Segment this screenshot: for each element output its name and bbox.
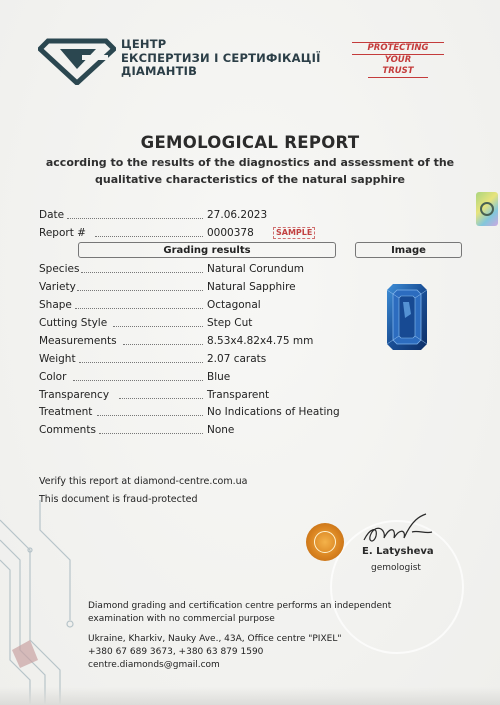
bottom-edge xyxy=(0,687,500,705)
signatory-name: E. Latysheva xyxy=(362,546,434,557)
date-value: 27.06.2023 xyxy=(207,209,268,221)
diamond-logo-icon xyxy=(38,35,116,85)
field-value-transparency: Transparent xyxy=(207,389,270,401)
fraud-protected-text: This document is fraud-protected xyxy=(39,494,198,505)
field-row-comments xyxy=(39,424,204,438)
field-row-variety xyxy=(39,281,204,295)
organization-name: ЦЕНТР ЕКСПЕРТИЗИ І СЕРТИФІКАЦІЇ ДІАМАНТІВ xyxy=(121,37,321,78)
footer-phones: +380 67 689 3673, +380 63 879 1590 xyxy=(88,647,264,657)
field-value-weight: 2.07 carats xyxy=(207,353,267,365)
field-label: Transparency xyxy=(39,389,110,401)
field-value-cutting-style: Step Cut xyxy=(207,317,253,329)
field-value-species: Natural Corundum xyxy=(207,263,304,275)
gold-seal-icon xyxy=(306,523,344,561)
report-subtitle: according to the results of the diagnostics and assessment of the qualitative characteristics of the natural sapphire xyxy=(45,156,455,186)
footer-email: centre.diamonds@gmail.com xyxy=(88,660,220,670)
field-label: Measurements xyxy=(39,335,117,347)
verify-text: Verify this report at diamond-centre.com.ua xyxy=(39,476,248,487)
footer-address: Ukraine, Kharkiv, Nauky Ave., 43A, Office centre "PIXEL" xyxy=(88,634,342,644)
sapphire-gem-image xyxy=(387,284,427,350)
field-label: Species xyxy=(39,263,80,275)
footer-line-1: Diamond grading and certification centre performs an independent xyxy=(88,601,392,611)
date-label: Date xyxy=(39,209,65,221)
field-row-shape xyxy=(39,299,204,313)
field-row-transparency xyxy=(39,389,204,403)
slogan: PROTECTING YOUR TRUST xyxy=(352,42,444,78)
footer-line-2: examination with no commercial purpose xyxy=(88,614,275,624)
signatory-role: gemologist xyxy=(371,563,421,573)
field-row-color xyxy=(39,371,204,385)
field-value-treatment: No Indications of Heating xyxy=(207,406,340,418)
report-number-value: 0000378 xyxy=(207,227,254,239)
field-value-measurements: 8.53x4.82x4.75 mm xyxy=(207,335,314,347)
field-label: Weight xyxy=(39,353,76,365)
field-row-species xyxy=(39,263,204,277)
report-title: GEMOLOGICAL REPORT xyxy=(140,133,360,152)
date-row xyxy=(39,209,204,223)
field-row-measurements xyxy=(39,335,204,349)
sample-stamp: SAMPLE xyxy=(273,227,315,239)
field-label: Shape xyxy=(39,299,72,311)
report-number-row xyxy=(39,227,204,241)
field-label: Variety xyxy=(39,281,76,293)
field-value-comments: None xyxy=(207,424,235,436)
grading-results-header: Grading results xyxy=(78,242,336,258)
field-row-weight xyxy=(39,353,204,367)
field-label: Treatment xyxy=(39,406,93,418)
signature-image xyxy=(356,510,436,550)
field-value-shape: Octagonal xyxy=(207,299,261,311)
field-label: Comments xyxy=(39,424,96,436)
field-value-color: Blue xyxy=(207,371,231,383)
field-value-variety: Natural Sapphire xyxy=(207,281,296,293)
field-row-cutting-style xyxy=(39,317,204,331)
field-label: Cutting Style xyxy=(39,317,108,329)
circuit-decoration xyxy=(0,500,90,705)
image-header: Image xyxy=(355,242,462,258)
field-label: Color xyxy=(39,371,67,383)
hologram-sticker-icon xyxy=(476,192,498,226)
report-number-label: Report # xyxy=(39,227,86,239)
field-row-treatment xyxy=(39,406,204,420)
